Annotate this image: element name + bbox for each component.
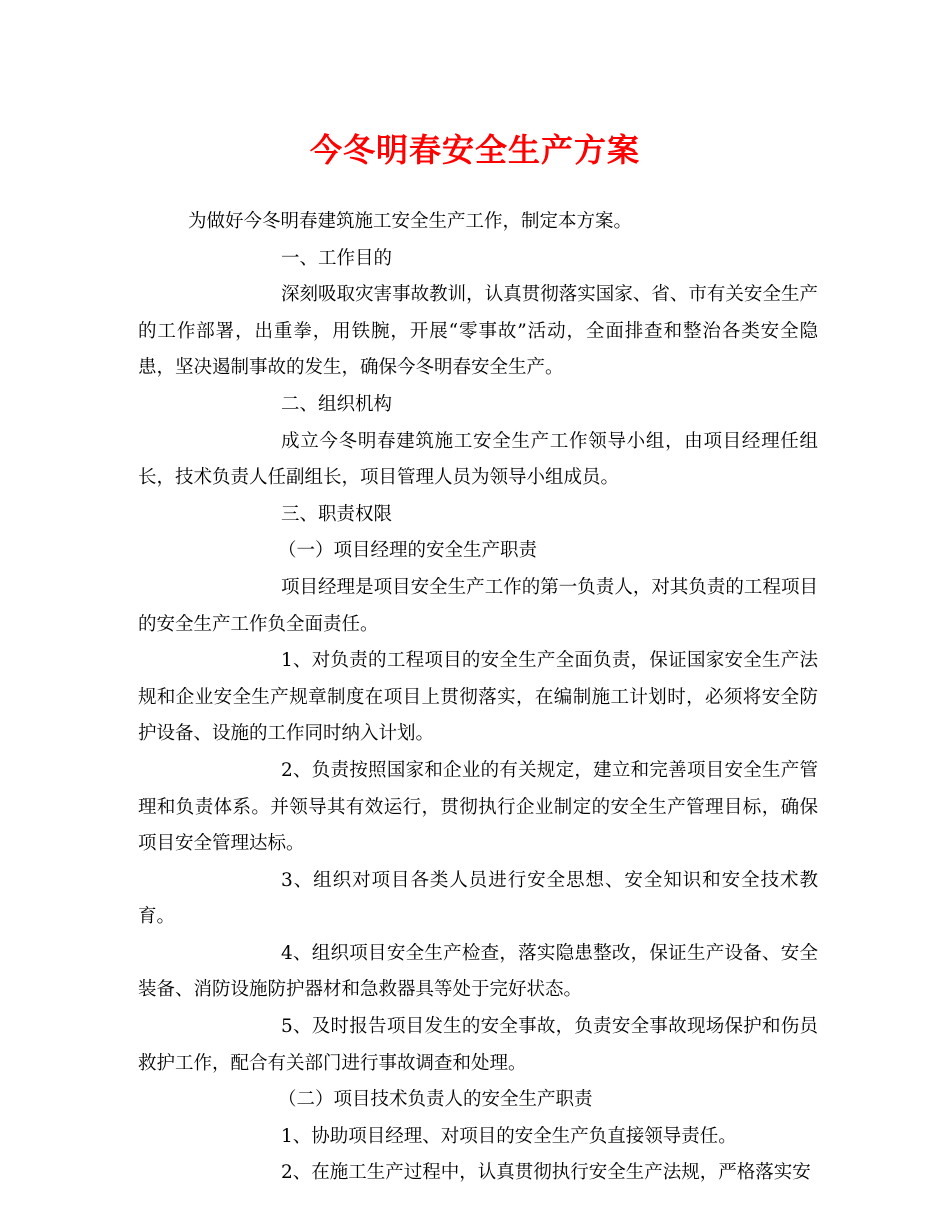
section-heading-organization: 二、组织机构 [281,393,393,415]
list-item-pm-5: 5、及时报告项目发生的安全事故，负责安全事故现场保护和伤员救护工作，配合有关部门进行事故调查和处理。 [138,1016,818,1074]
list-item-tech-2: 2、在施工生产过程中，认真贯彻执行安全生产法规，严格落实安 [281,1162,811,1184]
list-item-pm-1: 1、对负责的工程项目的安全生产全面负责，保证国家安全生产法规和企业安全生产规章制度在项目上贯彻落实，在编制施工计划时，必须将安全防护设备、设施的工作同时纳入计划。 [138,650,818,745]
paragraph-project-manager-intro: 项目经理是项目安全生产工作的第一负责人，对其负责的工程项目的安全生产工作负全面责任。 [138,576,818,635]
list-item-pm-3: 3、组织对项目各类人员进行安全思想、安全知识和安全技术教育。 [138,869,818,928]
paragraph-purpose: 深刻吸取灾害事故教训，认真贯彻落实国家、省、市有关安全生产的工作部署，出重拳，用铁腕，开展“零事故”活动，全面排查和整治各类安全隐患，坚决遏制事故的发生，确保今冬明春安全生产。 [138,284,818,379]
document-title: 今冬明春安全生产方案 [309,131,640,169]
subsection-heading-project-manager: （一）项目经理的安全生产职责 [278,540,538,562]
paragraph-organization: 成立今冬明春建筑施工安全生产工作领导小组，由项目经理任组长，技术负责人任副组长，项目管理人员为领导小组成员。 [138,430,818,489]
list-item-tech-1: 1、协助项目经理、对项目的安全生产负直接领导责任。 [281,1125,737,1147]
paragraph-intro: 为做好今冬明春建筑施工安全生产工作，制定本方案。 [188,211,633,232]
section-heading-responsibilities: 三、职责权限 [281,503,393,525]
list-item-pm-4: 4、组织项目安全生产检查，落实隐患整改，保证生产设备、安全装备、消防设施防护器材和急救器具等处于完好状态。 [138,942,818,1001]
list-item-pm-2: 2、负责按照国家和企业的有关规定，建立和完善项目安全生产管理和负责体系。并领导其有效运行，贯彻执行企业制定的安全生产管理目标，确保项目安全管理达标。 [138,759,818,855]
section-heading-purpose: 一、工作目的 [281,247,393,269]
subsection-heading-technical-lead: （二）项目技术负责人的安全生产职责 [278,1089,593,1111]
document-body [138,204,818,1192]
